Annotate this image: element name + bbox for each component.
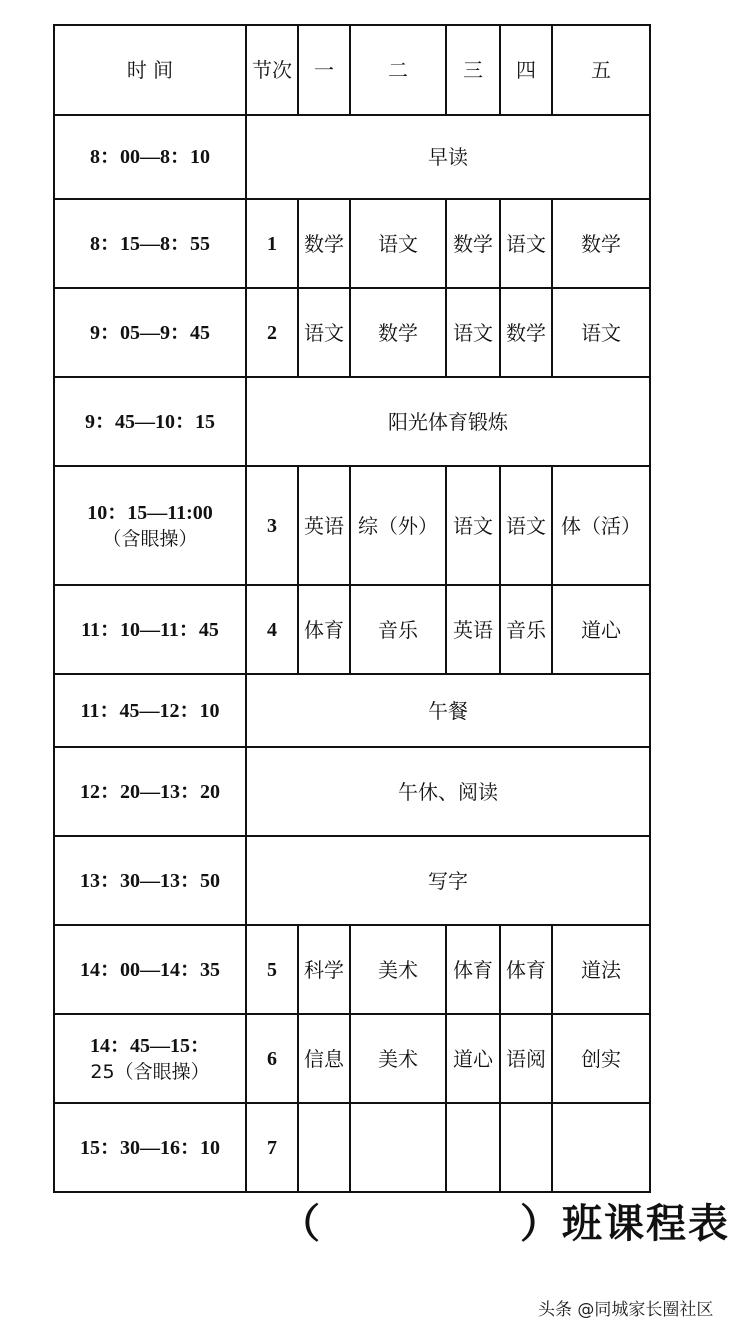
time-range: 10：15—11:00 bbox=[87, 501, 213, 524]
subject-cell: 语阅 bbox=[500, 1014, 552, 1103]
subject-cell: 创实 bbox=[552, 1014, 650, 1103]
subject-cell: 语文 bbox=[350, 199, 446, 288]
time-cell: 11：10—11：45 bbox=[54, 585, 246, 674]
subject-cell bbox=[350, 1103, 446, 1192]
period-cell: 5 bbox=[246, 925, 298, 1014]
time-cell: 13：30—13：50 bbox=[54, 836, 246, 925]
title-open-paren: （ bbox=[280, 1201, 322, 1247]
subject-cell: 道法 bbox=[552, 925, 650, 1014]
header-row bbox=[54, 25, 650, 115]
subject-cell: 语文 bbox=[298, 288, 350, 377]
time-note: 25（含眼操） bbox=[90, 1060, 210, 1083]
header-day-3: 三 bbox=[446, 25, 500, 115]
table-row bbox=[54, 1103, 650, 1192]
table-row bbox=[54, 585, 650, 674]
time-cell bbox=[54, 1014, 246, 1103]
period-cell: 4 bbox=[246, 585, 298, 674]
table-row bbox=[54, 1014, 650, 1103]
subject-cell: 道心 bbox=[446, 1014, 500, 1103]
subject-cell: 美术 bbox=[350, 925, 446, 1014]
header-day-2: 二 bbox=[350, 25, 446, 115]
subject-cell: 语文 bbox=[500, 466, 552, 585]
table-row bbox=[54, 925, 650, 1014]
subject-cell bbox=[446, 1103, 500, 1192]
table-row bbox=[54, 747, 650, 836]
period-cell: 7 bbox=[246, 1103, 298, 1192]
subject-cell: 数学 bbox=[500, 288, 552, 377]
subject-cell: 语文 bbox=[446, 288, 500, 377]
subject-cell: 英语 bbox=[446, 585, 500, 674]
subject-cell: 体育 bbox=[446, 925, 500, 1014]
time-cell: 15：30—16：10 bbox=[54, 1103, 246, 1192]
subject-cell: 体（活） bbox=[552, 466, 650, 585]
activity-cell: 午休、阅读 bbox=[246, 747, 650, 836]
subject-cell: 综（外） bbox=[350, 466, 446, 585]
watermark: 头条 @同城家长圈社区 bbox=[538, 1300, 714, 1320]
subject-cell: 道心 bbox=[552, 585, 650, 674]
header-day-5: 五 bbox=[552, 25, 650, 115]
subject-cell: 音乐 bbox=[350, 585, 446, 674]
title-text: 班课程表 bbox=[562, 1201, 730, 1247]
time-cell: 9：45—10：15 bbox=[54, 377, 246, 466]
subject-cell bbox=[298, 1103, 350, 1192]
activity-cell: 阳光体育锻炼 bbox=[246, 377, 650, 466]
subject-cell: 美术 bbox=[350, 1014, 446, 1103]
subject-cell: 数学 bbox=[552, 199, 650, 288]
class-schedule-table bbox=[53, 24, 651, 1193]
subject-cell: 语文 bbox=[500, 199, 552, 288]
time-cell: 8：00—8：10 bbox=[54, 115, 246, 199]
table-row bbox=[54, 377, 650, 466]
time-cell: 11：45—12：10 bbox=[54, 674, 246, 747]
time-cell: 14：00—14：35 bbox=[54, 925, 246, 1014]
subject-cell: 语文 bbox=[552, 288, 650, 377]
period-cell: 6 bbox=[246, 1014, 298, 1103]
subject-cell: 信息 bbox=[298, 1014, 350, 1103]
subject-cell: 英语 bbox=[298, 466, 350, 585]
subject-cell: 语文 bbox=[446, 466, 500, 585]
subject-cell bbox=[500, 1103, 552, 1192]
table-row bbox=[54, 288, 650, 377]
period-cell: 3 bbox=[246, 466, 298, 585]
header-day-1: 一 bbox=[298, 25, 350, 115]
time-cell bbox=[54, 466, 246, 585]
table-row bbox=[54, 115, 650, 199]
subject-cell: 科学 bbox=[298, 925, 350, 1014]
activity-cell: 午餐 bbox=[246, 674, 650, 747]
time-note: （含眼操） bbox=[102, 527, 198, 550]
table-row bbox=[54, 466, 650, 585]
header-day-4: 四 bbox=[500, 25, 552, 115]
time-cell: 12：20—13：20 bbox=[54, 747, 246, 836]
header-period: 节次 bbox=[246, 25, 298, 115]
period-cell: 2 bbox=[246, 288, 298, 377]
schedule-title bbox=[280, 1192, 730, 1249]
activity-cell: 写字 bbox=[246, 836, 650, 925]
subject-cell: 体育 bbox=[500, 925, 552, 1014]
table-row bbox=[54, 674, 650, 747]
table-row bbox=[54, 199, 650, 288]
subject-cell: 音乐 bbox=[500, 585, 552, 674]
time-cell: 8：15—8：55 bbox=[54, 199, 246, 288]
subject-cell bbox=[552, 1103, 650, 1192]
period-cell: 1 bbox=[246, 199, 298, 288]
time-cell: 9：05—9：45 bbox=[54, 288, 246, 377]
table-row bbox=[54, 836, 650, 925]
activity-cell: 早读 bbox=[246, 115, 650, 199]
subject-cell: 体育 bbox=[298, 585, 350, 674]
subject-cell: 数学 bbox=[350, 288, 446, 377]
time-range: 14：45—15： bbox=[90, 1034, 210, 1057]
subject-cell: 数学 bbox=[446, 199, 500, 288]
title-close-paren: ） bbox=[520, 1201, 562, 1247]
subject-cell: 数学 bbox=[298, 199, 350, 288]
header-time: 时 间 bbox=[54, 25, 246, 115]
